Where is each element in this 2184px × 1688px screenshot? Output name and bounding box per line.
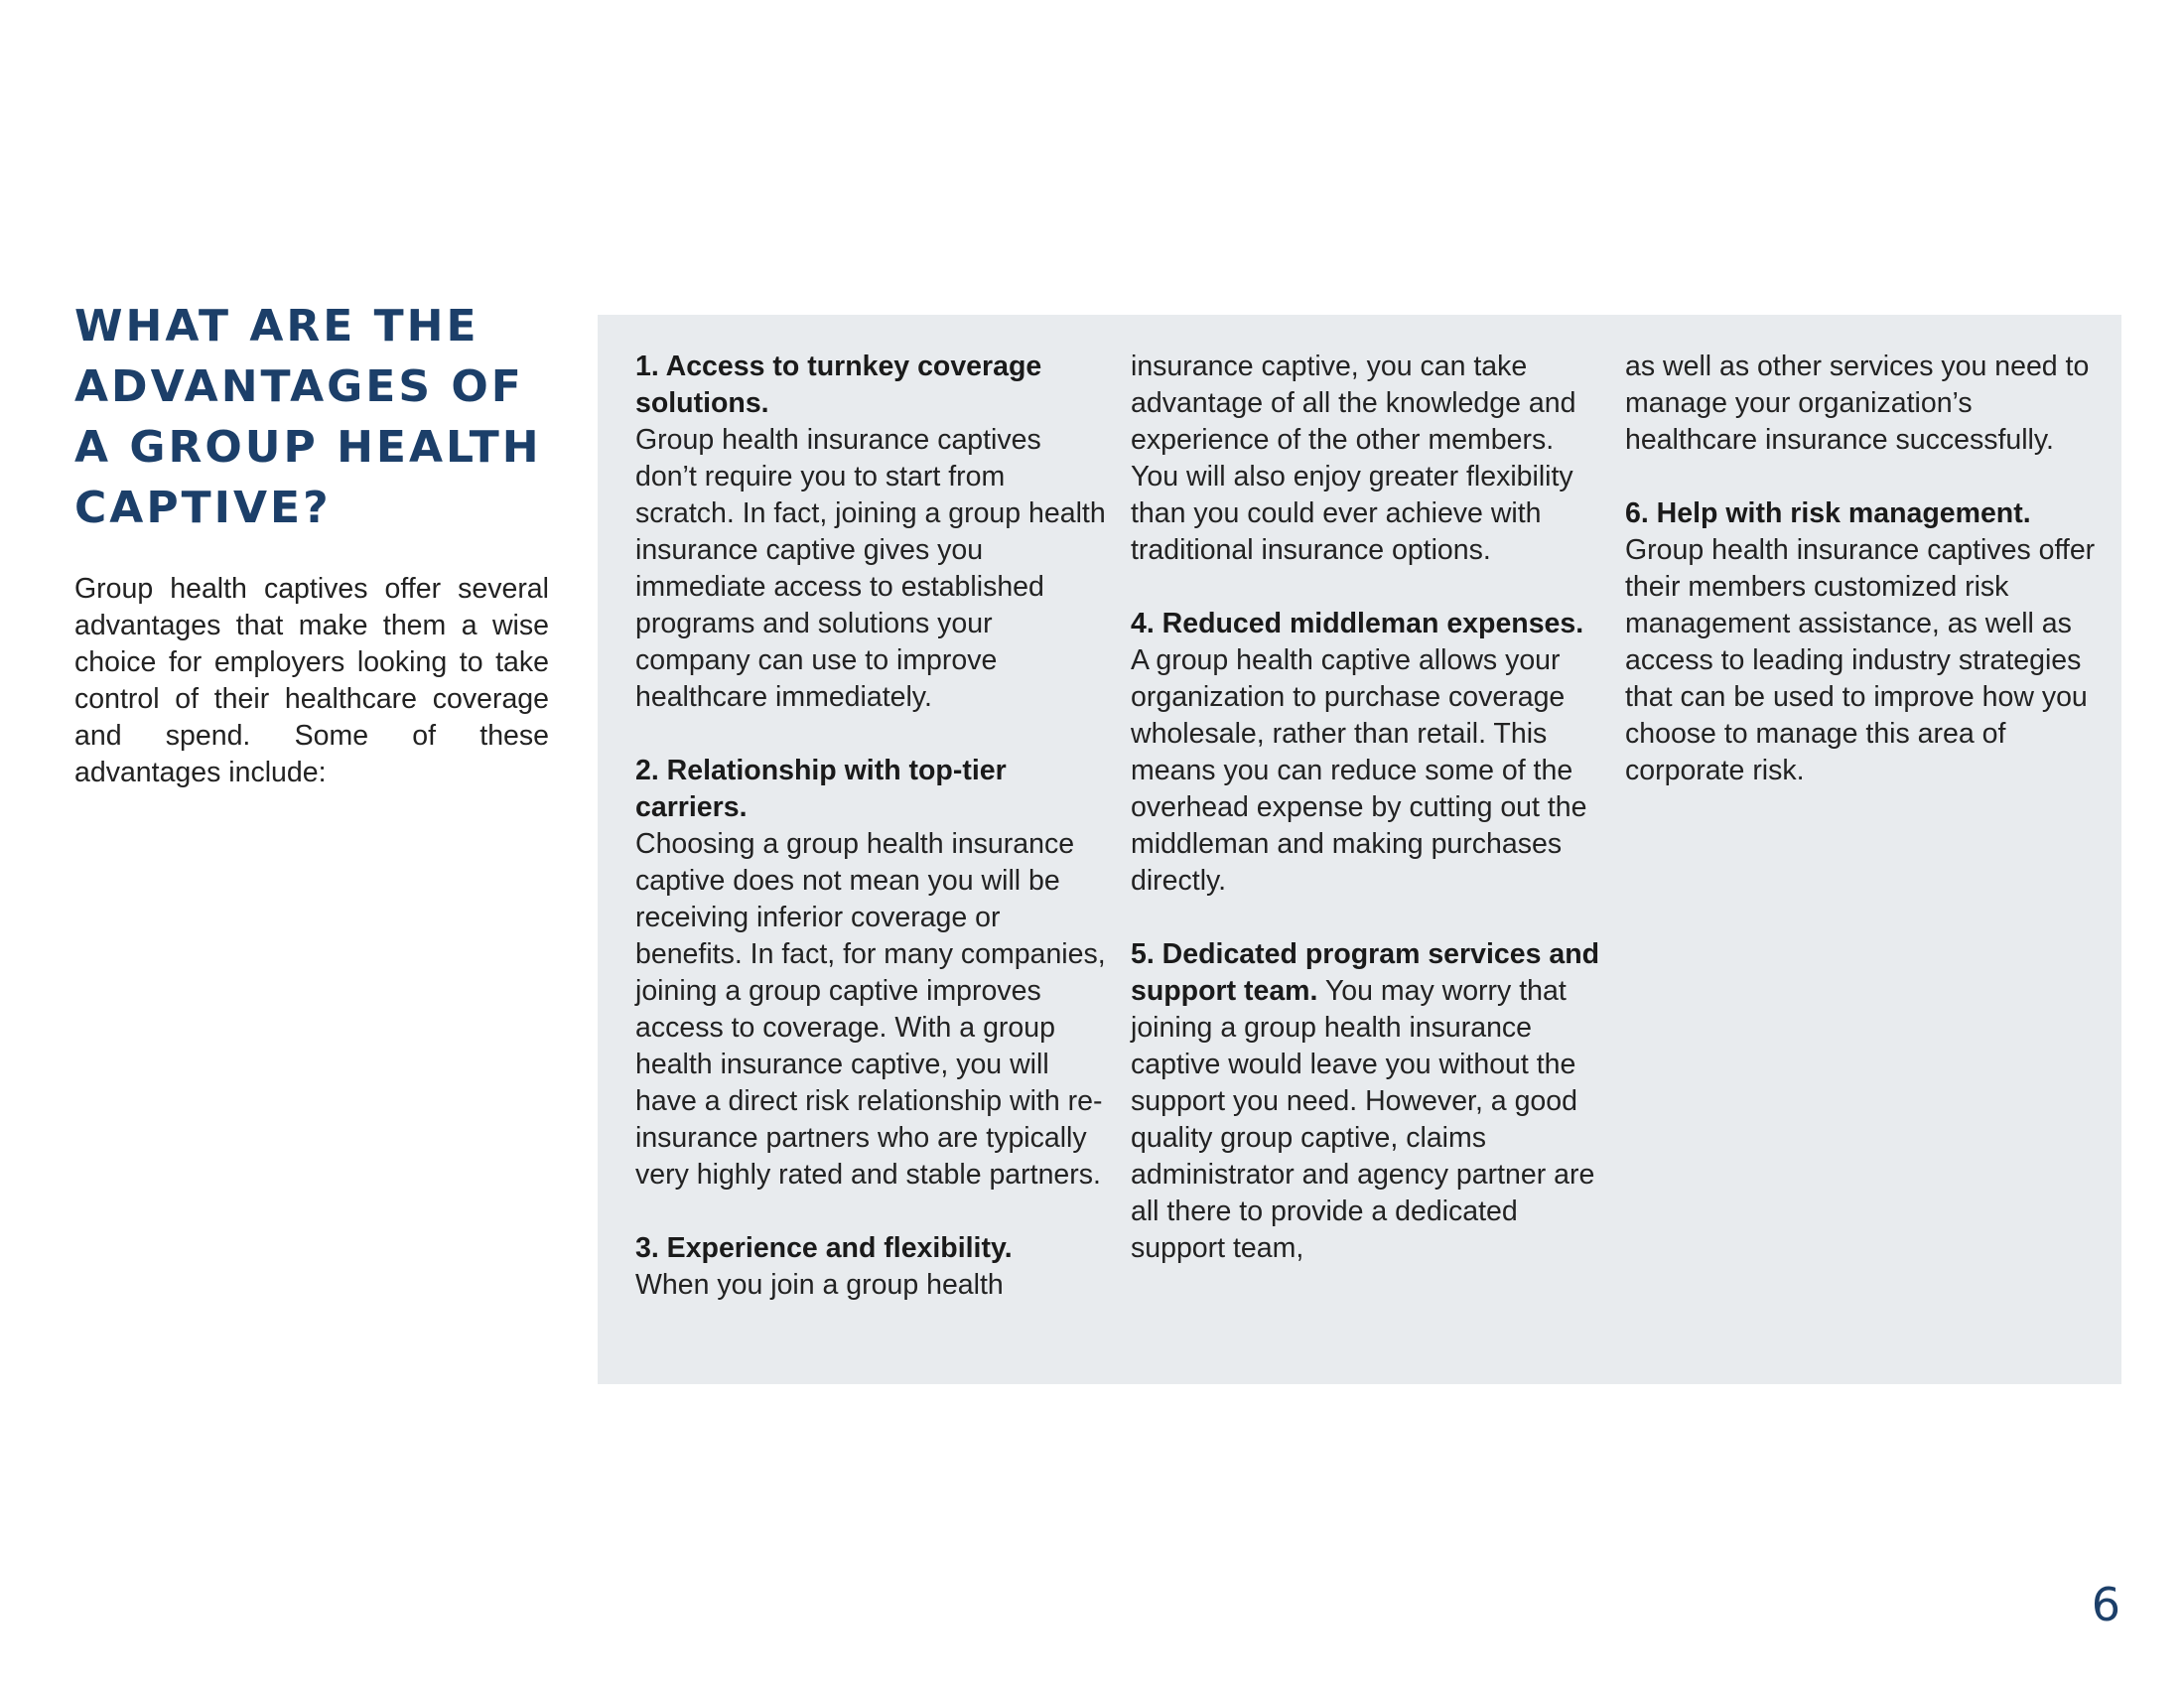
advantage-4-title: 4. Reduced middleman expenses. [1131, 608, 1584, 639]
advantage-3-body-start: When you join a group health [635, 1269, 1004, 1301]
intro-paragraph: Group health captives offer several advantages that make them a wise choice for employers looking to take control of their healthcare coverage and spend. Some of these advantages include: [74, 573, 549, 788]
advantage-2 [635, 753, 1107, 1194]
advantages-column-2 [1131, 349, 1602, 1267]
page-title-line: ADVANTAGES OF [74, 361, 524, 412]
advantage-6-body: Group health insurance captives offer their members customized risk management assistance, as well as access to leading industry strategies that can be used to improve how you choose to manage this area of corporate risk. [1625, 534, 2096, 786]
advantages-panel [598, 315, 2121, 1384]
advantages-column-3 [1625, 349, 2097, 789]
advantage-4-body: A group health captive allows your organization to purchase coverage wholesale, rather than retail. This means you can reduce some of the overhead expense by cutting out the middleman and making purchases directly. [1131, 644, 1587, 897]
advantage-3-body-end: insurance captive, you can take advantage of all the knowledge and experience of the other members. You will also enjoy greater flexibility than you could ever achieve with traditional insurance options. [1131, 351, 1576, 566]
advantage-4 [1131, 606, 1602, 900]
page-title-line: A GROUP HEALTH [74, 422, 542, 473]
advantage-6 [1625, 495, 2097, 789]
page-title-line: WHAT ARE THE [74, 301, 479, 352]
advantage-5-title: 5. Dedicated program services and support team. [1131, 938, 1600, 1007]
advantage-1-title: 1. Access to turnkey coverage solutions. [635, 351, 1042, 419]
advantages-column-1 [635, 349, 1107, 1304]
advantage-5 [1131, 936, 1602, 1267]
page-number: 6 [2091, 1578, 2120, 1631]
advantage-6-title: 6. Help with risk management. [1625, 497, 2031, 529]
advantage-3 [635, 1230, 1107, 1304]
advantage-1-body: Group health insurance captives don’t require you to start from scratch. In fact, joining a group health insurance captive gives you immediate access to established programs and solutions your company can use to improve healthcare immediately. [635, 424, 1106, 713]
advantage-2-body: Choosing a group health insurance captive does not mean you will be receiving inferior coverage or benefits. In fact, for many companies, joining a group captive improves access to coverage. With a group health insurance captive, you will have a direct risk relationship with re-insurance partners who are typically very highly rated and stable partners. [635, 828, 1106, 1191]
advantage-3-title: 3. Experience and flexibility. [635, 1232, 1013, 1264]
advantage-2-title: 2. Relationship with top-tier carriers. [635, 755, 1007, 823]
advantage-3-continued [1131, 349, 1602, 569]
advantage-5-continued [1625, 349, 2097, 459]
page-title [74, 296, 591, 538]
page-title-line: CAPTIVE? [74, 483, 332, 533]
advantage-1 [635, 349, 1107, 716]
advantage-5-body-start: You may worry that joining a group health insurance captive would leave you without the support you need. However, a good quality group captive, claims administrator and agency partner are all there to provide a dedicated support team, [1131, 975, 1595, 1264]
advantage-5-body-end: as well as other services you need to manage your organization’s healthcare insurance successfully. [1625, 351, 2090, 456]
